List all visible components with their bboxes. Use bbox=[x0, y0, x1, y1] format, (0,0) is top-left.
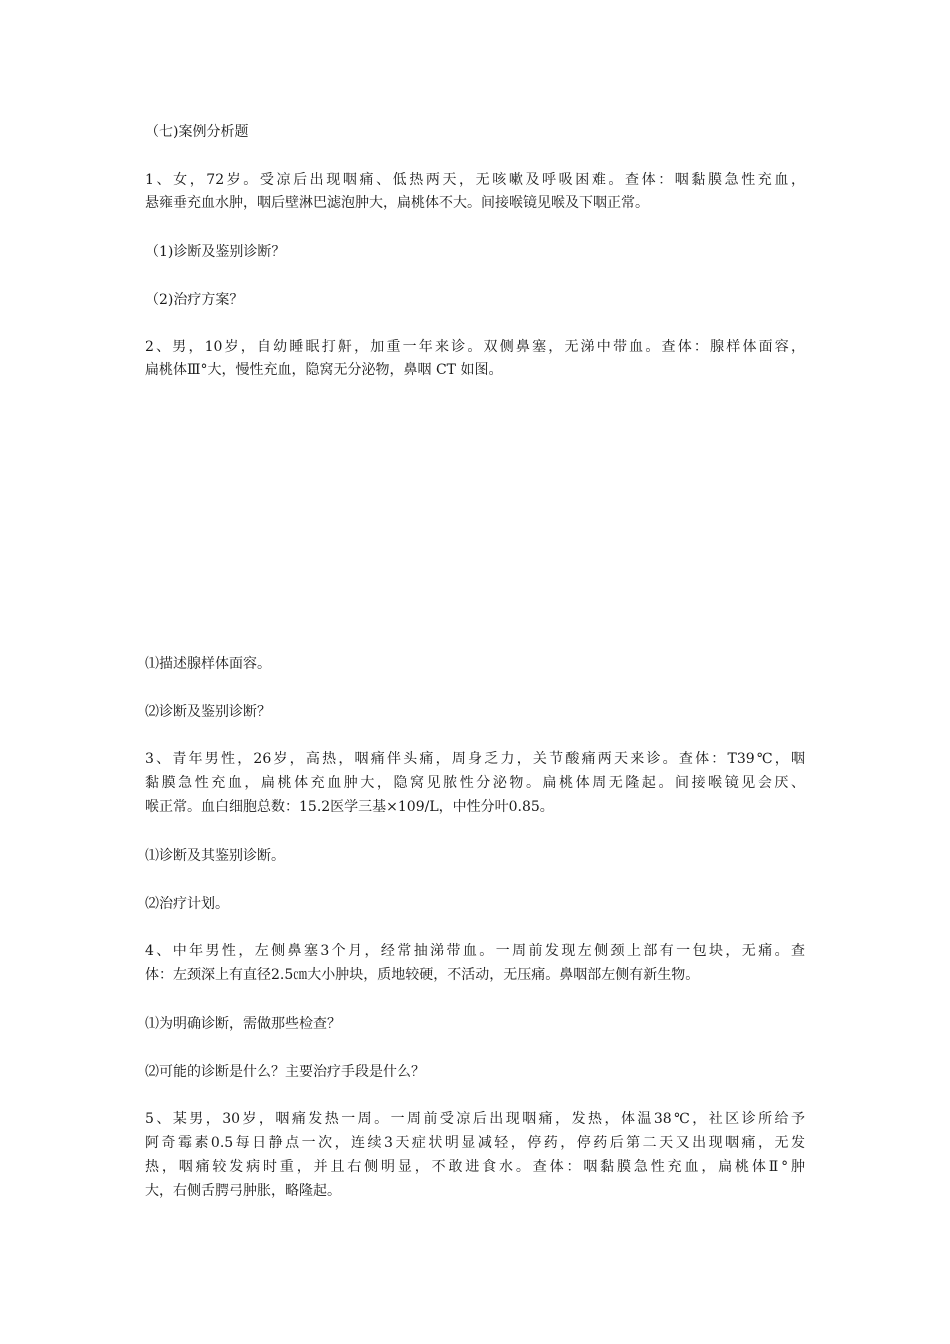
case-5-line-2: 阿奇霉素0.5每日静点一次，连续3天症状明显减轻，停药，停药后第二天又出现咽痛，无发 bbox=[145, 1135, 805, 1151]
case-5-line-1: 5、某男，30岁，咽痛发热一周。一周前受凉后出现咽痛，发热，体温38℃，社区诊所给予 bbox=[145, 1111, 805, 1127]
case-4-line-2: 体：左颈深上有直径2.5㎝大小肿块，质地较硬，不活动，无压痛。鼻咽部左侧有新生物。 bbox=[145, 967, 700, 983]
case-2-question-1: ⑴描述腺样体面容。 bbox=[145, 656, 271, 672]
ct-figure-placeholder bbox=[145, 400, 805, 630]
case-4-question-1: ⑴为明确诊断，需做那些检查？ bbox=[145, 1016, 341, 1032]
case-1-question-1: （1)诊断及鉴别诊断？ bbox=[145, 244, 286, 260]
section-title: （七)案例分析题 bbox=[145, 124, 249, 140]
case-2-line-1: 2、男，10岁，自幼睡眠打鼾，加重一年来诊。双侧鼻塞，无涕中带血。查体：腺样体面容， bbox=[145, 339, 805, 355]
case-3-question-2: ⑵治疗计划。 bbox=[145, 896, 229, 912]
case-3-line-3: 喉正常。血白细胞总数：15.2医学三基×109/L，中性分叶0.85。 bbox=[145, 799, 554, 815]
case-2-question-2: ⑵诊断及鉴别诊断？ bbox=[145, 704, 271, 720]
case-3-line-1: 3、青年男性，26岁，高热，咽痛伴头痛，周身乏力，关节酸痛两天来诊。查体：T39℃，咽 bbox=[145, 751, 805, 767]
case-5-line-4: 大，右侧舌腭弓肿胀，略隆起。 bbox=[145, 1183, 341, 1199]
case-3-question-1: ⑴诊断及其鉴别诊断。 bbox=[145, 848, 285, 864]
case-3-line-2: 黏膜急性充血，扁桃体充血肿大，隐窝见脓性分泌物。扁桃体周无隆起。间接喉镜见会厌、 bbox=[145, 775, 805, 791]
case-2-line-2: 扁桃体Ⅲ°大，慢性充血，隐窝无分泌物，鼻咽 CT 如图。 bbox=[145, 362, 503, 378]
case-1-question-2: （2)治疗方案？ bbox=[145, 292, 244, 308]
case-1-line-2: 悬雍垂充血水肿，咽后壁淋巴滤泡肿大，扁桃体不大。间接喉镜见喉及下咽正常。 bbox=[145, 195, 649, 211]
case-1-line-1: 1、女，72岁。受凉后出现咽痛、低热两天，无咳嗽及呼吸困难。查体：咽黏膜急性充血， bbox=[145, 172, 805, 188]
case-4-line-1: 4、中年男性，左侧鼻塞3个月，经常抽涕带血。一周前发现左侧颈上部有一包块，无痛。查 bbox=[145, 943, 805, 959]
case-5-line-3: 热，咽痛较发病时重，并且右侧明显，不敢进食水。查体：咽黏膜急性充血，扁桃体Ⅱ°肿 bbox=[145, 1159, 805, 1175]
case-4-question-2: ⑵可能的诊断是什么？主要治疗手段是什么？ bbox=[145, 1064, 425, 1080]
